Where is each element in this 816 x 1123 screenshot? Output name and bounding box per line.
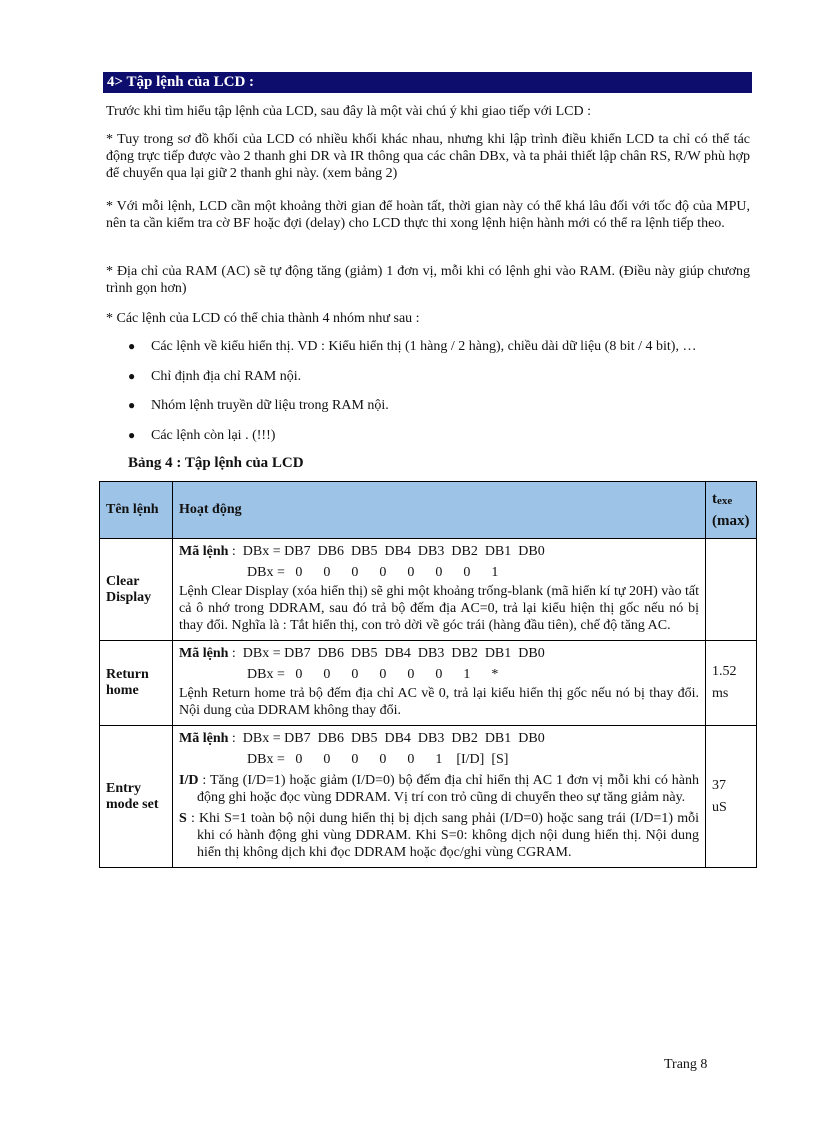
s-flag-text: : Khi S=1 toàn bộ nội dung hiển thị bị dịch sang phải (I/D=0) hoặc sang trái (I/D=1) mỗi khi có hành động ghi vùng DDRAM. Khi S=0: không dịch nội dung hiển thị. Nội dung hiển thị không dịch khi đọc DDRAM hoặc đọc/ghi vùng CGRAM. [186,811,699,860]
command-name: home [106,683,139,698]
command-name: Return [106,667,149,682]
header-time-suffix: (max) [712,513,750,529]
opcode-label: Mã lệnh [179,646,229,661]
opcode-label: Mã lệnh [179,731,229,746]
header-time-sub: exe [717,495,733,507]
bullet-text: Nhóm lệnh truyền dữ liệu trong RAM nội. [151,398,389,413]
note-paragraph-4: * Các lệnh của LCD có thể chia thành 4 nhóm như sau : [106,311,420,326]
bullet-dot-icon: ● [128,428,136,442]
command-name: Display [106,589,152,605]
exec-time-value: 37 [712,777,726,793]
command-name: Clear [106,573,140,589]
table-header-row [100,482,757,539]
command-name: Entry [106,780,141,796]
opcode-bits: : DBx = DB7 DB6 DB5 DB4 DB3 DB2 DB1 DB0 [228,544,545,559]
table-row [100,726,757,868]
exec-time-cell [706,726,757,868]
opcode-header-line [179,730,699,747]
operation-cell [173,539,706,641]
bullet-text: Các lệnh còn lại . (!!!) [151,428,276,443]
opcode-label: Mã lệnh [179,544,229,559]
note-paragraph-2: * Với mỗi lệnh, LCD cần một khoảng thời gian để hoàn tất, thời gian này có thể khá lâu đối với tốc độ của MPU, nên ta cần kiểm tra cờ BF hoặc đợi (delay) cho LCD thực thi xong lệnh hiện hành mới có thể ra lệnh tiếp theo. [106,199,750,231]
header-command-name: Tên lệnh [100,482,173,539]
id-flag-text: : Tăng (I/D=1) hoặc giảm (I/D=0) bộ đếm địa chỉ hiển thị AC 1 đơn vị mỗi khi có hành động ghi hoặc đọc vùng DDRAM. Vị trí con trỏ cũng di chuyển theo sự tăng giảm này. [197,773,699,805]
bullet-dot-icon: ● [128,398,136,412]
id-flag-label: I/D [179,773,199,788]
bullet-dot-icon: ● [128,339,136,353]
opcode-bits: : DBx = DB7 DB6 DB5 DB4 DB3 DB2 DB1 DB0 [228,646,545,661]
page-number: Trang 8 [664,1057,708,1072]
section-title: 4> Tập lệnh của LCD : [103,72,752,93]
opcode-values: DBx = 0 0 0 0 0 0 0 1 [247,565,499,580]
bullet-text: Chỉ định địa chỉ RAM nội. [151,369,302,384]
note-paragraph-1: * Tuy trong sơ đồ khối của LCD có nhiều khối khác nhau, nhưng khi lập trình điều khiển LCD ta chỉ có thể tác động trực tiếp được vào 2 thanh ghi DR và IR thông qua các chân DBx, và ta phải thiết lập chân RS, R/W phù hợp để chuyển qua lại giữ 2 thanh ghi này. (xem bảng 2) [106,132,750,181]
opcode-values: DBx = 0 0 0 0 0 1 [I/D] [S] [247,752,509,767]
header-time-main: t [712,491,717,507]
id-flag-description [179,772,699,806]
command-name-cell [100,726,173,868]
table-caption: Bảng 4 : Tập lệnh của LCD [128,455,304,471]
opcode-header-line [179,645,699,662]
command-name-cell [100,539,173,641]
header-exec-time [706,482,757,539]
command-name-cell [100,641,173,726]
table-row [100,539,757,641]
operation-cell [173,641,706,726]
opcode-values: DBx = 0 0 0 0 0 0 1 * [247,667,499,682]
operation-description: Lệnh Clear Display (xóa hiển thị) sẽ ghi một khoảng trống-blank (mã hiển kí tự 20H) vào tất cả ô nhớ trong DDRAM, sau đó trả bộ đếm địa AC=0, trả lại kiểu hiện thị gốc nếu nó bị thay đổi. Nghĩa là : Tắt hiển thị, con trỏ dời về góc trái (hàng đầu tiên), chế độ tăng AC. [179,584,699,633]
table-row [100,641,757,726]
command-name: mode set [106,796,159,812]
exec-time-cell [706,539,757,641]
header-operation: Hoạt động [173,482,706,539]
exec-time-unit: uS [712,799,727,815]
bullet-text: Các lệnh về kiểu hiển thị. VD : Kiểu hiển thị (1 hàng / 2 hàng), chiều dài dữ liệu (8 bit / 4 bit), … [151,339,697,354]
exec-time-cell [706,641,757,726]
opcode-bits: : DBx = DB7 DB6 DB5 DB4 DB3 DB2 DB1 DB0 [228,731,545,746]
s-flag-description [179,810,699,861]
command-table [99,481,757,868]
intro-paragraph: Trước khi tìm hiểu tập lệnh của LCD, sau đây là một vài chú ý khi giao tiếp với LCD : [106,104,591,119]
bullet-dot-icon: ● [128,369,136,383]
exec-time-value: 1.52 [712,664,737,679]
s-flag-label: S [179,811,187,826]
note-paragraph-3: * Địa chỉ của RAM (AC) sẽ tự động tăng (giảm) 1 đơn vị, mỗi khi có lệnh ghi vào RAM. (Điều này giúp chương trình gọn hơn) [106,264,750,296]
operation-description: Lệnh Return home trả bộ đếm địa chỉ AC về 0, trả lại kiểu hiển thị gốc nếu nó bị thay đổi. Nội dung của DDRAM không thay đổi. [179,686,699,718]
operation-cell [173,726,706,868]
opcode-header-line [179,543,699,560]
exec-time-unit: ms [712,686,729,701]
